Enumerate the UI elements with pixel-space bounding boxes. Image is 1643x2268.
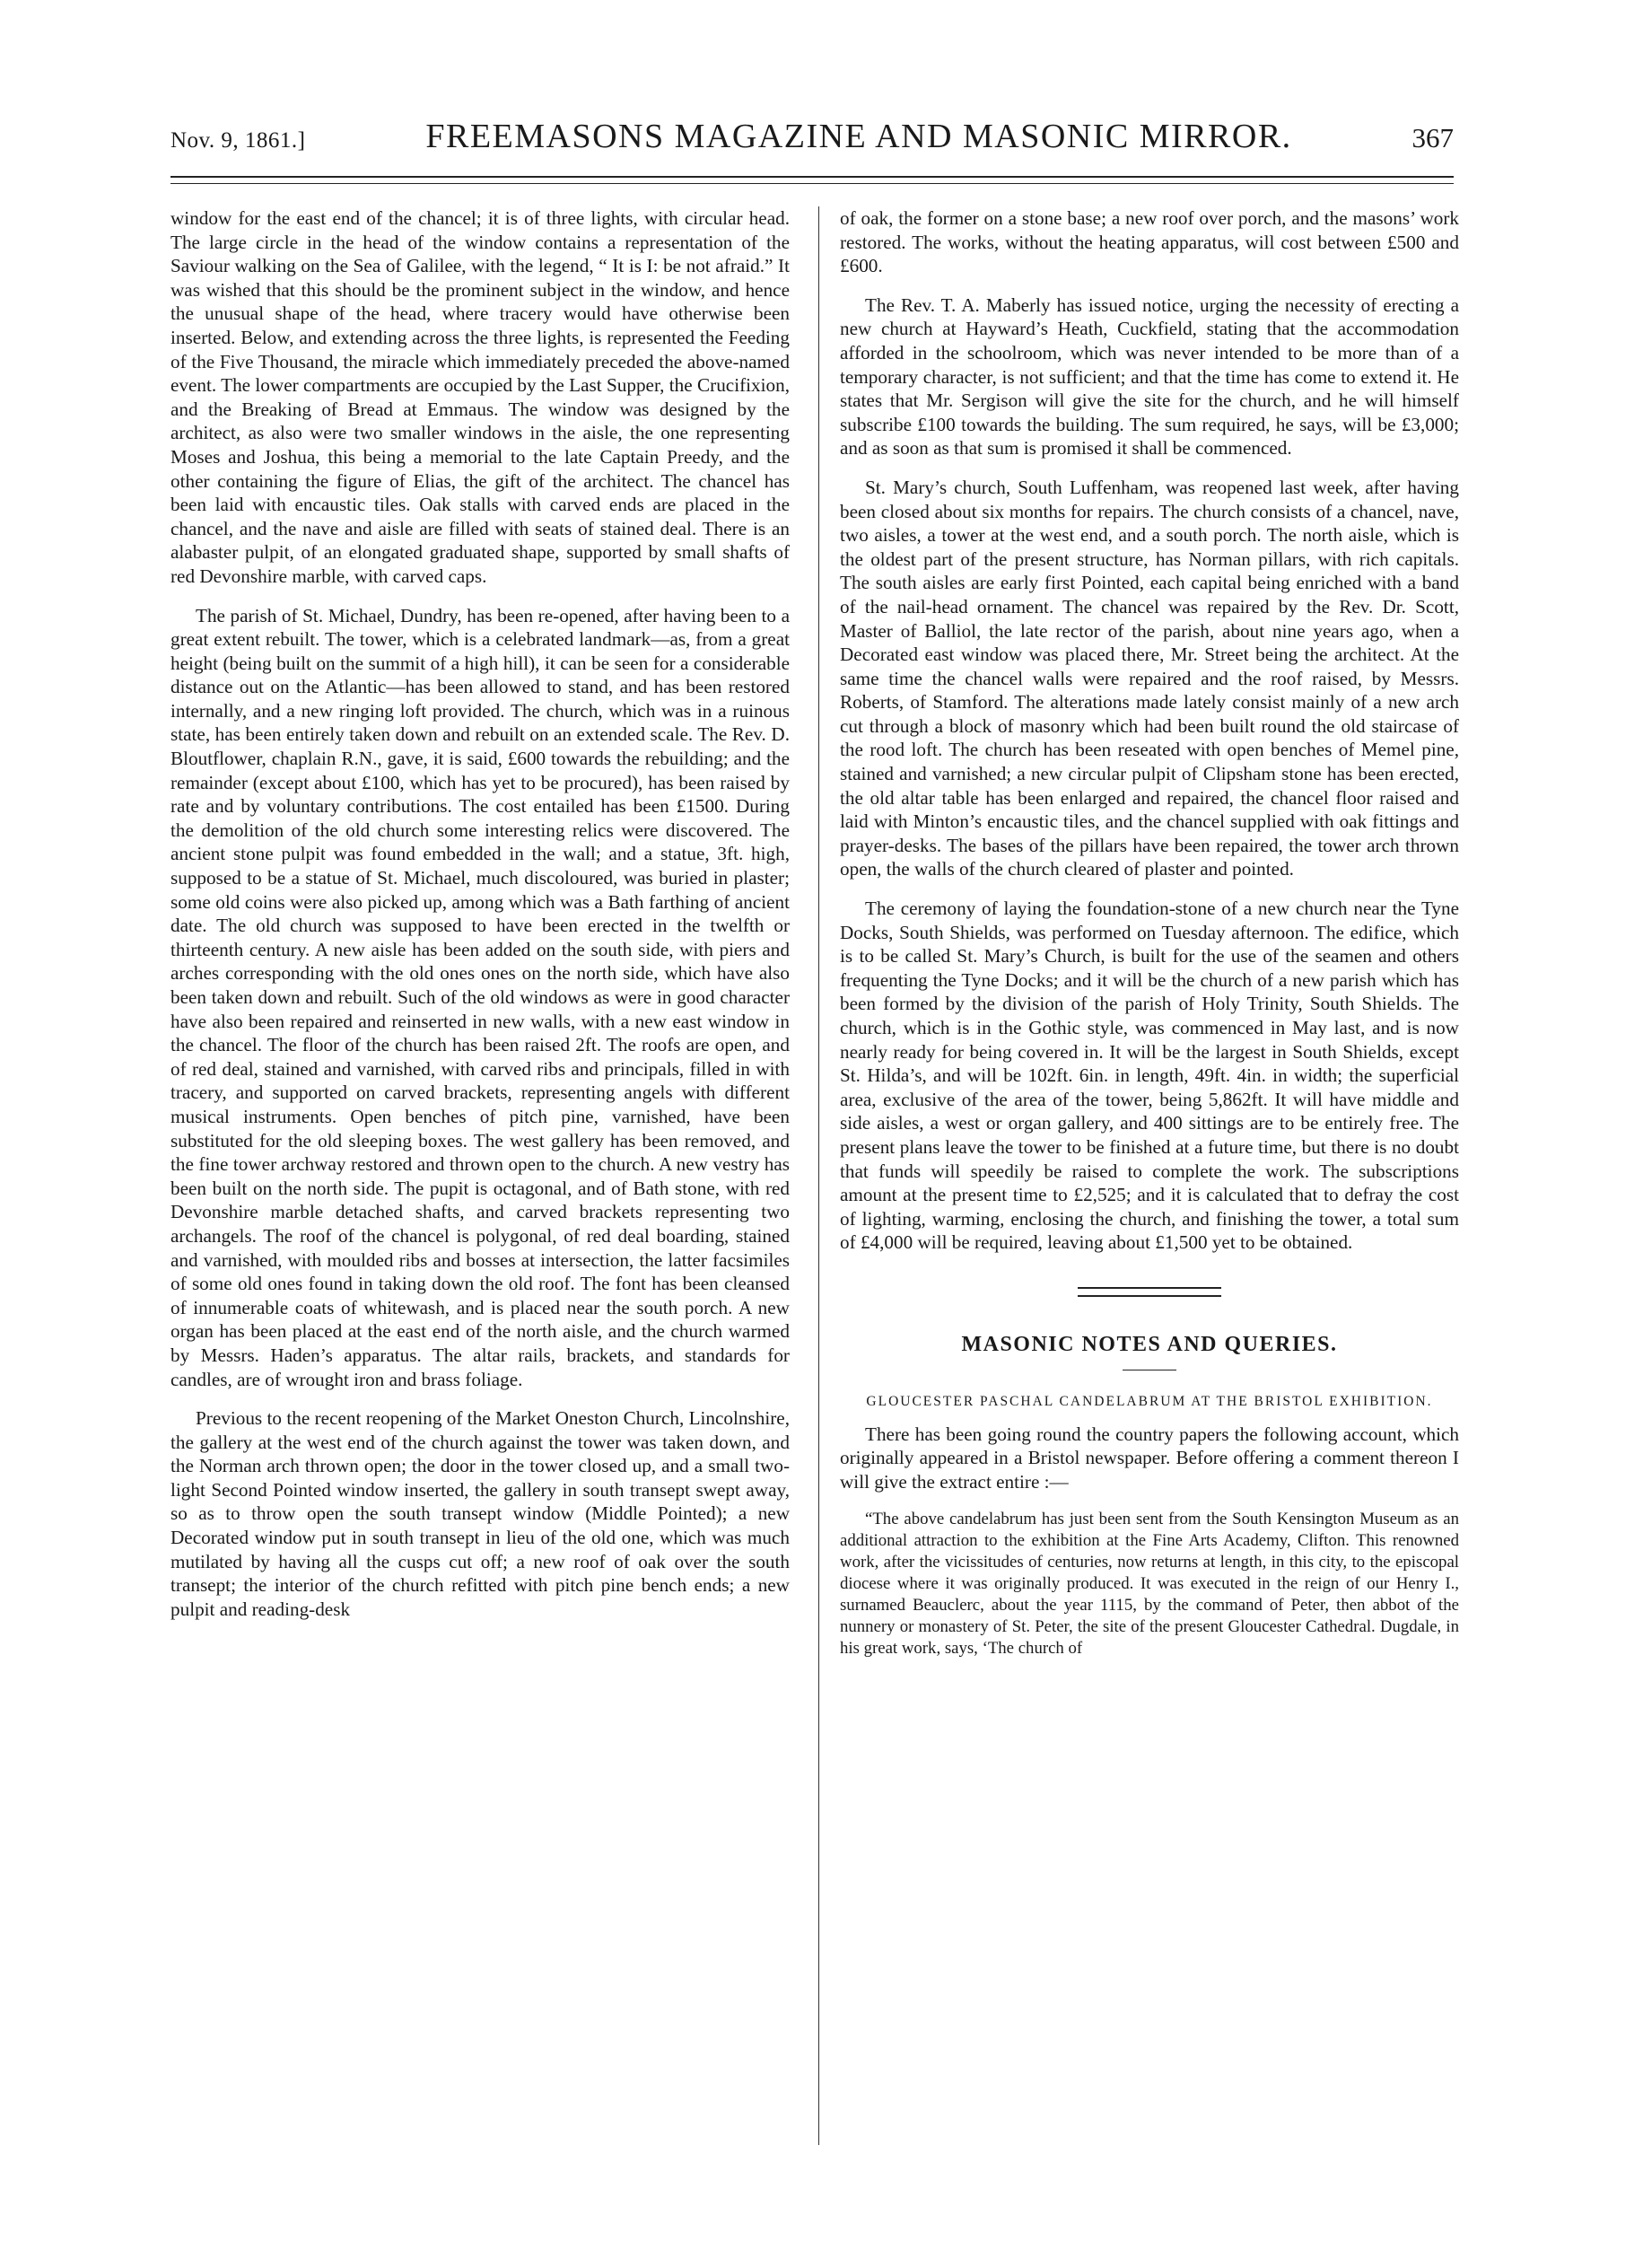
article-paragraph: The parish of St. Michael, Dundry, has been re-opened, after having been to a great extent rebuilt. The tower, which is a celebrated landmark—as, from a great height (being built on the summit of a high hill), it can be seen for a considerable distance out on the Atlantic—has been allowed to stand, and has been restored internally, and a new ringing loft provided. The church, which was in a ruinous state, has been entirely taken down and rebuilt on an extended scale. The Rev. D. Bloutflower, chaplain R.N., gave, it is said, £600 towards the rebuilding; and the remainder (except about £100, which has yet to be procured), has been raised by rate and by voluntary contributions. The cost entailed has been £1500. During the demolition of the old church some interesting relics were discovered. The ancient stone pulpit was found embedded in the wall; and a statue, 3ft. high, supposed to be a statue of St. Michael, much discoloured, was buried in plaster; some old coins were also picked up, among which was a Bath farthing of ancient date. The old church was supposed to have been erected in the twelfth or thirteenth century. A new aisle has been added on the south side, with piers and arches corresponding with the old ones ones on the north side, which have also been taken down and rebuilt. Such of the old windows as were in good character have also been repaired and reinserted in new walls, with a new east window in the chancel. The floor of the church has been raised 2ft. The roofs are open, and of red deal, stained and varnished, with carved ribs and principals, filled in with tracery, and supported on carved brackets, representing angels with different musical instruments. Open benches of pitch pine, varnished, have been substituted for the old sleeping boxes. The west gallery has been removed, and the fine tower archway restored and thrown open to the church. A new vestry has been built on the north side. The pupit is octagonal, and of Bath stone, with red Devonshire marble detached shafts, and carved brackets representing two archangels. The roof of the chancel is polygonal, of red deal boarding, stained and varnished, with moulded ribs and bosses at intersection, the latter facsimiles of some old ones found in taking down the old roof. The font has been cleansed of innumerable coats of whitewash, and is placed near the south porch. A new organ has been placed at the east end of the north aisle, and the church warmed by Messrs. Haden’s apparatus. The altar rails, brackets, and standards for candles, are of wrought iron and brass foliage. — [170, 604, 790, 1390]
article-subheading: GLOUCESTER PASCHAL CANDELABRUM AT THE BRISTOL EXHIBITION. — [866, 1393, 1433, 1409]
page-number: 367 — [1411, 122, 1454, 153]
right-column — [840, 206, 1459, 1675]
article-paragraph: St. Mary’s church, South Luffenham, was reopened last week, after having been closed about six months for repairs. The church consists of a chancel, nave, two aisles, a tower at the west end, and a south porch. The north aisle, which is the oldest part of the present structure, has Norman pillars, with rich capitals. The south aisles are early first Pointed, each capital being enriched with a band of the nail-head ornament. The chancel was repaired by the Rev. Dr. Scott, Master of Balliol, the late rector of the parish, about nine years ago, when a Decorated east window was placed there, Mr. Street being the architect. At the same time the chancel walls were repaired and the roof raised, by Messrs. Roberts, of Stamford. The alterations made lately consist mainly of a new arch cut through a block of masonry which had been built round the old staircase of the rood loft. The church has been reseated with open benches of Memel pine, stained and varnished; a new circular pulpit of Clipsham stone has been erected, the old altar table has been enlarged and repaired, the chancel floor raised and laid with Minton’s encaustic tiles, and the chancel supplied with oak fittings and prayer-desks. The bases of the pillars have been repaired, the tower arch thrown open, the walls of the church cleared of plaster and pointed. — [840, 476, 1459, 880]
column-divider — [818, 206, 819, 2145]
article-paragraph: The ceremony of laying the foundation-stone of a new church near the Tyne Docks, South Shields, was performed on Tuesday afternoon. The edifice, which is to be called St. Mary’s Church, is built for the use of the seamen and others frequenting the Tyne Docks; and it will be the church of a new parish which has been formed by the division of the parish of Holy Trinity, South Shields. The church, which is in the Gothic style, was commenced in May last, and is now nearly ready for being covered in. It will be the largest in South Shields, except St. Hilda’s, and will be 102ft. 6in. in length, 49ft. 4in. in width; the superficial area, exclusive of the area of the tower, being 5,862ft. It will have middle and side aisles, a west or organ gallery, and 400 sittings are to be entirely free. The present plans leave the tower to be finished at a future time, but there is no doubt that funds will speedily be raised to complete the work. The subscriptions amount at the present time to £2,525; and it is calculated that to defray the cost of lighting, warming, enclosing the church, and finishing the tower, a total sum of £4,000 will be required, leaving about £1,500 yet to be obtained. — [840, 898, 1459, 1254]
issue-date: Nov. 9, 1861.] — [170, 128, 306, 153]
section-heading: MASONIC NOTES AND QUERIES. — [961, 1332, 1338, 1356]
article-paragraph: of oak, the former on a stone base; a new roof over porch, and the masons’ work restored. The works, without the heating apparatus, will cost between £500 and £600. — [840, 207, 1459, 277]
publication-title: FREEMASONS MAGAZINE AND MASONIC MIRROR. — [425, 118, 1292, 155]
section-divider-rule — [1078, 1287, 1221, 1297]
article-paragraph: Previous to the recent reopening of the Market Oneston Church, Lincolnshire, the gallery at the west end of the church against the tower was taken down, and the Norman arch thrown open; the door in the tower closed up, and a small two-light Second Pointed window inserted, the gallery in south transept swept away, so as to throw open the south transept window (Middle Pointed); a new Decorated window put in south transept in lieu of the old one, which was much mutilated by having all the cusps cut off; a new roof of oak over the south transept; the interior of the church refitted with pitch pine bench ends; a new pulpit and reading-desk — [170, 1407, 790, 1620]
article-paragraph: The Rev. T. A. Maberly has issued notice, urging the necessity of erecting a new church at Hayward’s Heath, Cuckfield, stating that the accommodation afforded in the schoolroom, which was never intended to be more than of a temporary character, is not sufficient; and that the time has come to extend it. He states that Mr. Sergison will give the site for the church, and he will himself subscribe £100 towards the building. The sum required, he says, will be £3,000; and as soon as that sum is promised it shall be commenced. — [840, 293, 1459, 460]
page-header — [170, 117, 1454, 167]
article-intro: There has been going round the country papers the following account, which originally appeared in a Bristol newspaper. Before offering a comment thereon I will give the extract entire :— — [840, 1423, 1459, 1493]
left-column — [170, 206, 790, 1636]
quoted-extract: “The above candelabrum has just been sent from the South Kensington Museum as an additional attraction to the exhibition at the Fine Arts Academy, Clifton. This renowned work, after the vicissitudes of centuries, now returns at length, in this city, to the episcopal diocese where it was originally produced. It was executed in the reign of our Henry I., surnamed Beauclerc, about the year 1115, by the command of Peter, then abbot of the nunnery or monastery of St. Peter, the site of the present Gloucester Cathedral. Dugdale, in his great work, says, ‘The church of — [840, 1510, 1459, 1659]
article-paragraph: window for the east end of the chancel; it is of three lights, with circular head. The large circle in the head of the window contains a representation of the Saviour walking on the Sea of Galilee, with the legend, “ It is I: be not afraid.” It was wished that this should be the prominent subject in the window, and hence the unusual shape of the head, where tracery would have otherwise been inserted. Below, and extending across the three lights, is represented the Feeding of the Five Thousand, the miracle which immediately preceded the above-named event. The lower compartments are occupied by the Last Supper, the Crucifixion, and the Breaking of Bread at Emmaus. The window was designed by the architect, as also were two smaller windows in the aisle, the one representing Moses and Joshua, this being a memorial to the late Captain Preedy, and the other containing the figure of Elias, the gift of the architect. The chancel has been laid with encaustic tiles. Oak stalls with carved ends are placed in the chancel, and the nave and aisle are filled with seats of stained deal. There is an alabaster pulpit, of an elongated graduated shape, supported by small shafts of red Devonshire marble, with carved caps. — [170, 207, 790, 587]
header-rule — [170, 176, 1454, 184]
